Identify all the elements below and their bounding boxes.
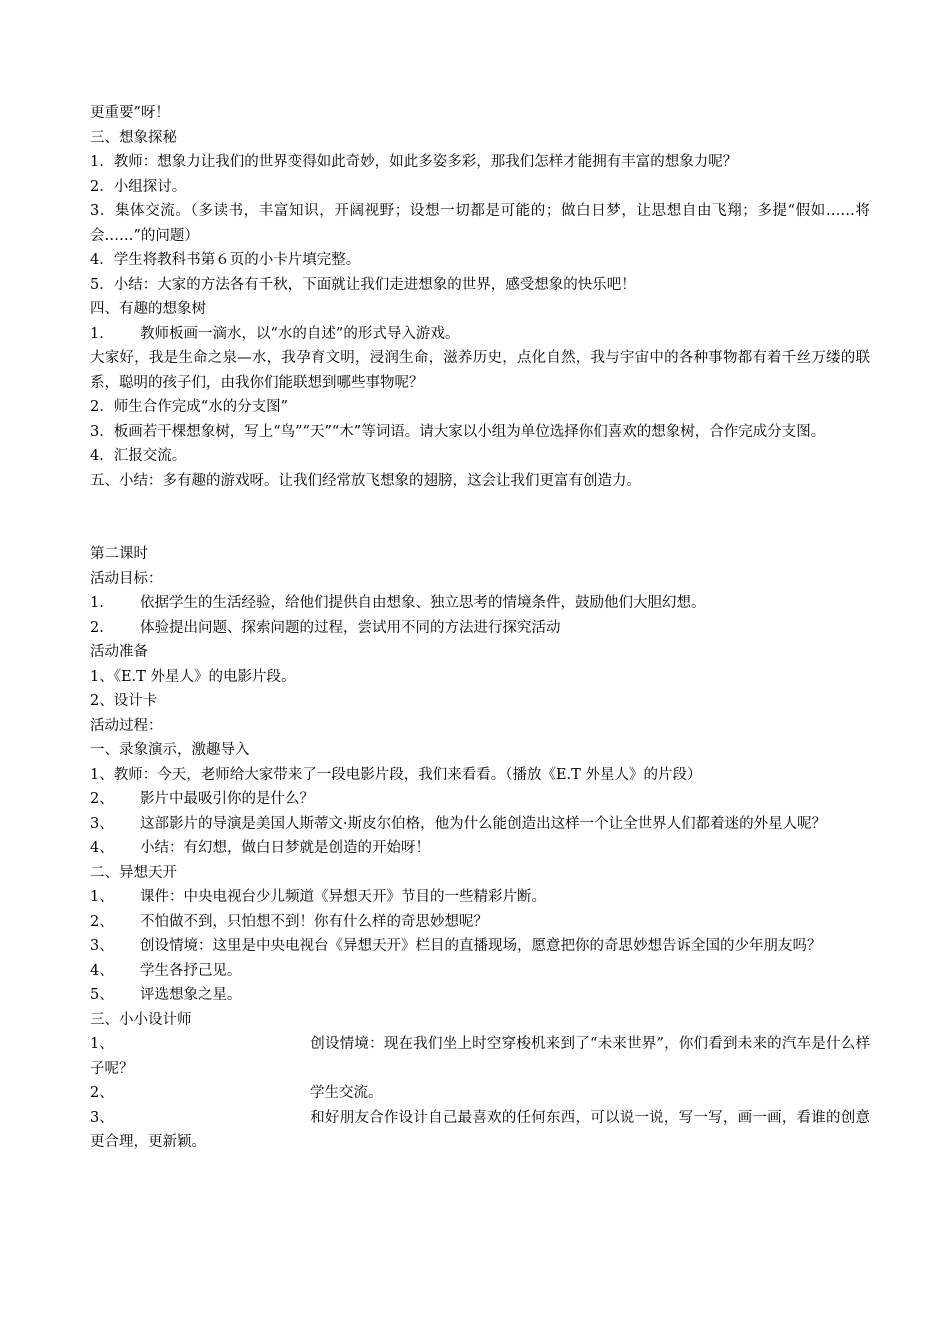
section-heading: 三、小小设计师	[90, 1011, 192, 1028]
list-number: 1．	[90, 325, 114, 342]
list-item	[90, 934, 870, 959]
list-text: 教师板画一滴水，以“水的自述”的形式导入游戏。	[140, 325, 460, 342]
list-item	[90, 885, 870, 910]
list-text: 小结：有幻想，做白日梦就是创造的开始呀！	[140, 840, 430, 856]
text-line: 4．学生将教科书第６页的小卡片填完整。	[90, 252, 361, 268]
text-line: 4．汇报交流。	[90, 448, 187, 464]
list-item	[90, 787, 870, 812]
list-item	[90, 1106, 870, 1155]
list-text: 学生各抒己见。	[140, 962, 242, 979]
text-paragraph: 3．集体交流。（多读书，丰富知识，开阔视野；设想一切都是可能的；做白日梦，让思想自由飞翔；多提“假如……将会……”的问题）	[90, 203, 870, 244]
list-text: 不怕做不到，只怕想不到！你有什么样的奇思妙想呢？	[140, 913, 488, 930]
text-line: 1、教师：今天，老师给大家带来了一段电影片段，我们来看看。（播放《E.T 外星人》的片段）	[90, 766, 702, 783]
list-number: 2、	[90, 791, 114, 807]
list-item	[90, 322, 870, 347]
text-paragraph: 3．板画若干棵想象树，写上“鸟”“天”“木”等词语。请大家以小组为单位选择你们喜欢的想象树，合作完成分支图。	[90, 423, 826, 440]
list-number: 1.	[90, 595, 104, 611]
list-number: 5、	[90, 987, 114, 1003]
list-number: 3、	[90, 938, 114, 954]
list-text: 依据学生的生活经验，给他们提供自由想象、独立思考的情境条件，鼓励他们大胆幻想。	[140, 595, 706, 611]
list-text: 体验提出问题、探索问题的过程，尝试用不同的方法进行探究活动	[140, 619, 561, 636]
section-heading: 三、想象探秘	[90, 129, 177, 146]
section-heading: 二、异想天开	[90, 864, 177, 881]
list-number: 4、	[90, 840, 114, 856]
list-item	[90, 1081, 870, 1106]
text-line: 2．师生合作完成“水的分支图”	[90, 399, 289, 415]
document-page	[90, 101, 870, 1155]
list-item	[90, 812, 870, 837]
text-line: 更重要”呀！	[90, 105, 170, 121]
spacer	[90, 493, 870, 542]
list-number: 2、	[90, 1085, 114, 1101]
list-item	[90, 910, 870, 935]
list-number: 2、	[90, 913, 114, 930]
list-text: 创设情境：这里是中央电视台《异想天开》栏目的直播现场，愿意把你的奇思妙想告诉全国的少年朋友吗？	[140, 938, 822, 954]
text-line: 2、设计卡	[90, 693, 158, 709]
section-heading: 四、有趣的想象树	[90, 301, 206, 317]
list-item	[90, 1032, 870, 1081]
list-text: 和好朋友合作设计自己最喜欢的任何东西，可以说一说，写一写，画一画，看谁的创意更合理，更新颖。	[90, 1109, 870, 1150]
text-paragraph: 大家好，我是生命之泉—水，我孕育文明，浸润生命，滋养历史，点化自然，我与宇宙中的各种事物都有着千丝万缕的联系，聪明的孩子们，由我你们能联想到哪些事物呢？	[90, 350, 870, 391]
list-item	[90, 983, 870, 1008]
list-item	[90, 959, 870, 984]
section-heading: 一、录象演示，激趣导入	[90, 742, 250, 758]
list-text: 这部影片的导演是美国人斯蒂文·斯皮尔伯格，他为什么能创造出这样一个让全世界人们都着迷的外星人呢？	[140, 815, 827, 832]
list-number: 1、	[90, 1036, 114, 1052]
list-text: 影片中最吸引你的是什么？	[140, 791, 314, 807]
list-text: 评选想象之星。	[140, 987, 242, 1003]
subsection-heading: 活动目标：	[90, 570, 163, 587]
text-line: 2．小组探讨。	[90, 178, 187, 195]
list-number: 2.	[90, 619, 104, 636]
section-heading: 五、小结：多有趣的游戏呀。让我们经常放飞想象的翅膀，这会让我们更富有创造力。	[90, 472, 641, 489]
list-item	[90, 836, 870, 861]
list-text: 课件：中央电视台少儿频道《异想天开》节目的一些精彩片断。	[140, 889, 546, 905]
subsection-heading: 活动准备	[90, 644, 148, 660]
list-number: 3、	[90, 1109, 114, 1126]
text-line: 5．小结：大家的方法各有千秋，下面就让我们走进想象的世界，感受想象的快乐吧！	[90, 276, 636, 293]
list-text: 创设情境：现在我们坐上时空穿梭机来到了“未来世界”，你们看到未来的汽车是什么样子呢？	[90, 1036, 870, 1077]
list-text: 学生交流。	[310, 1085, 383, 1101]
text-line: 1．教师：想象力让我们的世界变得如此奇妙，如此多姿多彩，那我们怎样才能拥有丰富的想象力呢？	[90, 154, 738, 170]
list-number: 3、	[90, 815, 114, 832]
list-item	[90, 616, 870, 641]
list-number: 1、	[90, 889, 114, 905]
list-number: 4、	[90, 962, 114, 979]
text-line: 1、《E.T 外星人》的电影片段。	[90, 668, 296, 685]
subsection-heading: 活动过程：	[90, 717, 163, 734]
list-item	[90, 591, 870, 616]
lesson-title: 第二课时	[90, 546, 148, 562]
